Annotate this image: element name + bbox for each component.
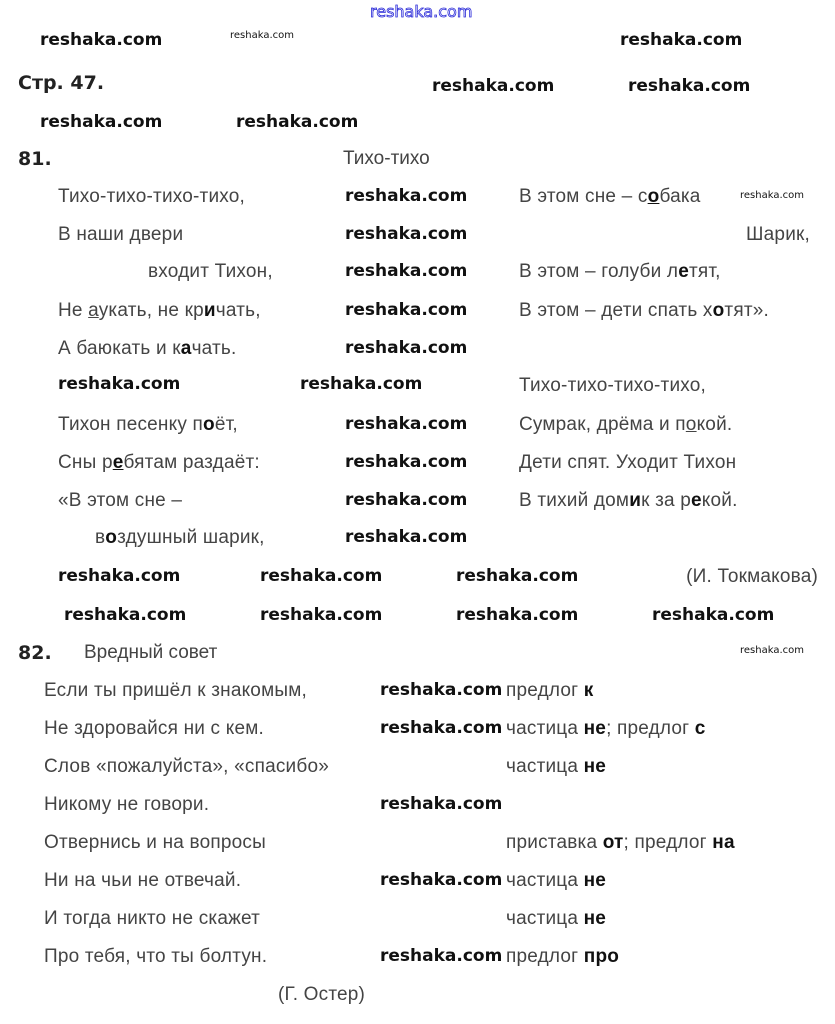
analysis-line: [506, 832, 735, 854]
highlighted-letter: не: [583, 718, 607, 739]
text-segment: в: [95, 527, 106, 548]
text-segment: Никому не говори.: [44, 794, 210, 815]
site-link[interactable]: reshaka.com: [370, 2, 473, 21]
watermark: reshaka.com: [58, 566, 181, 586]
poem-line: [44, 756, 329, 778]
highlighted-letter: е: [112, 452, 124, 473]
watermark: reshaka.com: [620, 30, 743, 50]
text-segment: предлог: [506, 946, 584, 967]
poem-line: [519, 300, 769, 322]
text-segment: Ни на чьи не отвечай.: [44, 870, 242, 891]
highlighted-letter: о: [105, 527, 118, 548]
analysis-line: [506, 870, 606, 892]
poem-line: [44, 794, 209, 816]
text-segment: тят,: [688, 261, 721, 282]
watermark: reshaka.com: [260, 605, 383, 625]
text-segment: Отвернись и на вопросы: [44, 832, 266, 853]
highlighted-letter: о: [647, 186, 660, 207]
poem-line: [44, 832, 266, 854]
text-segment: Тихон песенку п: [58, 414, 204, 435]
text-segment: чать,: [215, 300, 261, 321]
analysis-line: [506, 908, 606, 930]
poem-line: [58, 414, 238, 436]
watermark: reshaka.com: [456, 566, 579, 586]
text-segment: Тихо-тихо-тихо-тихо,: [519, 375, 707, 396]
watermark: reshaka.com: [345, 261, 468, 281]
watermark: reshaka.com: [345, 338, 468, 358]
poem-line: [519, 414, 732, 436]
text-segment: Не здоровайся ни с кем.: [44, 718, 264, 739]
text-segment: ; предлог: [606, 718, 695, 739]
text-segment: чать.: [191, 338, 237, 359]
poem-line: [44, 870, 241, 892]
watermark: reshaka.com: [432, 76, 555, 96]
watermark: reshaka.com: [628, 76, 751, 96]
poem-line: [44, 680, 307, 702]
poem-line: [746, 224, 810, 246]
text-segment: Дети спят. Уходит Тихон: [519, 452, 737, 473]
poem-line: [58, 490, 182, 512]
text-segment: к за р: [641, 490, 692, 511]
watermark: reshaka.com: [40, 112, 163, 132]
text-segment: Если ты пришёл к знакомым,: [44, 680, 307, 701]
highlighted-letter: не: [583, 908, 607, 929]
text-segment: Про тебя, что ты болтун.: [44, 946, 268, 967]
highlighted-letter: к: [583, 680, 594, 701]
watermark: reshaka.com: [380, 680, 503, 700]
poem-line: [519, 261, 721, 283]
watermark: reshaka.com: [230, 30, 294, 41]
watermark: reshaka.com: [380, 718, 503, 738]
watermark: reshaka.com: [380, 794, 503, 814]
watermark: reshaka.com: [345, 527, 468, 547]
poem-line: [519, 490, 738, 512]
poem-line: [519, 375, 706, 397]
highlighted-letter: е: [678, 261, 689, 282]
text-segment: Шарик,: [746, 224, 810, 245]
text-segment: предлог: [506, 680, 584, 701]
text-segment: Не: [58, 300, 89, 321]
text-segment: В наши двери: [58, 224, 184, 245]
text-segment: входит Тихон,: [148, 261, 273, 282]
watermark: reshaka.com: [40, 30, 163, 50]
text-segment: И тогда никто не скажет: [44, 908, 261, 929]
highlighted-letter: не: [583, 870, 607, 891]
watermark: reshaka.com: [345, 490, 468, 510]
highlighted-letter: и: [629, 490, 642, 511]
text-segment: В этом сне – с: [519, 186, 648, 207]
watermark: reshaka.com: [345, 414, 468, 434]
analysis-line: [506, 680, 594, 702]
text-segment: А баюкать и к: [58, 338, 181, 359]
watermark: reshaka.com: [236, 112, 359, 132]
watermark: reshaka.com: [260, 566, 383, 586]
highlighted-letter: и: [203, 300, 216, 321]
poem-line: [58, 186, 245, 208]
text-segment: частица: [506, 756, 584, 777]
highlighted-letter: про: [583, 946, 620, 967]
text-segment: тят».: [724, 300, 769, 321]
poem-line: [44, 718, 264, 740]
poem-line: [58, 300, 261, 322]
poem-line: [44, 946, 267, 968]
text-segment: частица: [506, 908, 584, 929]
highlighted-letter: о: [203, 414, 215, 435]
text-segment: В этом – дети спать х: [519, 300, 713, 321]
highlighted-letter: не: [583, 756, 607, 777]
text-segment: В этом – голуби л: [519, 261, 679, 282]
text-segment: приставка: [506, 832, 603, 853]
text-segment: частица: [506, 870, 584, 891]
highlighted-letter: от: [602, 832, 624, 853]
highlighted-letter: е: [691, 490, 702, 511]
text-segment: бака: [659, 186, 701, 207]
text-segment: кой.: [696, 414, 733, 435]
text-segment: «В этом сне –: [58, 490, 183, 511]
watermark: reshaka.com: [345, 452, 468, 472]
text-segment: Тихо-тихо-тихо-тихо,: [58, 186, 246, 207]
highlighted-letter: с: [694, 718, 706, 739]
text-segment: кой.: [701, 490, 738, 511]
text-segment: бятам раздаёт:: [123, 452, 260, 473]
highlighted-letter: о: [712, 300, 725, 321]
highlighted-letter: а: [88, 300, 99, 321]
text-segment: частица: [506, 718, 584, 739]
exercise-81-number: 81.: [18, 148, 52, 170]
watermark: reshaka.com: [345, 224, 468, 244]
text-segment: ; предлог: [623, 832, 713, 853]
poem-line: [58, 224, 183, 246]
poem-line: [148, 261, 273, 283]
highlighted-letter: а: [180, 338, 192, 359]
poem-line: [95, 527, 265, 549]
highlighted-letter: на: [712, 832, 735, 853]
poem-line: [58, 452, 260, 474]
analysis-line: [506, 946, 619, 968]
analysis-line: [506, 756, 606, 778]
watermark: reshaka.com: [380, 946, 503, 966]
highlighted-letter: о: [685, 414, 697, 435]
watermark: reshaka.com: [456, 605, 579, 625]
page-label: Стр. 47.: [18, 72, 105, 94]
poem-line: [58, 338, 237, 360]
watermark: reshaka.com: [652, 605, 775, 625]
analysis-line: [506, 718, 706, 740]
poem-line: [519, 186, 701, 208]
watermark: reshaka.com: [64, 605, 187, 625]
text-segment: укать, не кр: [98, 300, 204, 321]
text-segment: Сны р: [58, 452, 113, 473]
text-segment: здушный шарик,: [117, 527, 265, 548]
text-segment: Слов «пожалуйста», «спасибо»: [44, 756, 329, 777]
exercise-82-number: 82.: [18, 642, 52, 664]
exercise-82-title: Вредный совет: [84, 642, 218, 663]
poem-author: (И. Токмакова): [686, 566, 818, 587]
watermark: reshaka.com: [380, 870, 503, 890]
watermark: reshaka.com: [300, 374, 423, 394]
watermark: reshaka.com: [58, 374, 181, 394]
poem-author: (Г. Остер): [278, 984, 366, 1005]
poem-line: [44, 908, 260, 930]
text-segment: В тихий дом: [519, 490, 630, 511]
text-segment: Сумрак, дрёма и п: [519, 414, 686, 435]
text-segment: ёт,: [214, 414, 238, 435]
watermark: reshaka.com: [740, 645, 804, 656]
exercise-81-title: Тихо-тихо: [343, 148, 430, 169]
poem-line: [519, 452, 736, 474]
watermark: reshaka.com: [740, 190, 804, 201]
watermark: reshaka.com: [345, 186, 468, 206]
watermark: reshaka.com: [345, 300, 468, 320]
